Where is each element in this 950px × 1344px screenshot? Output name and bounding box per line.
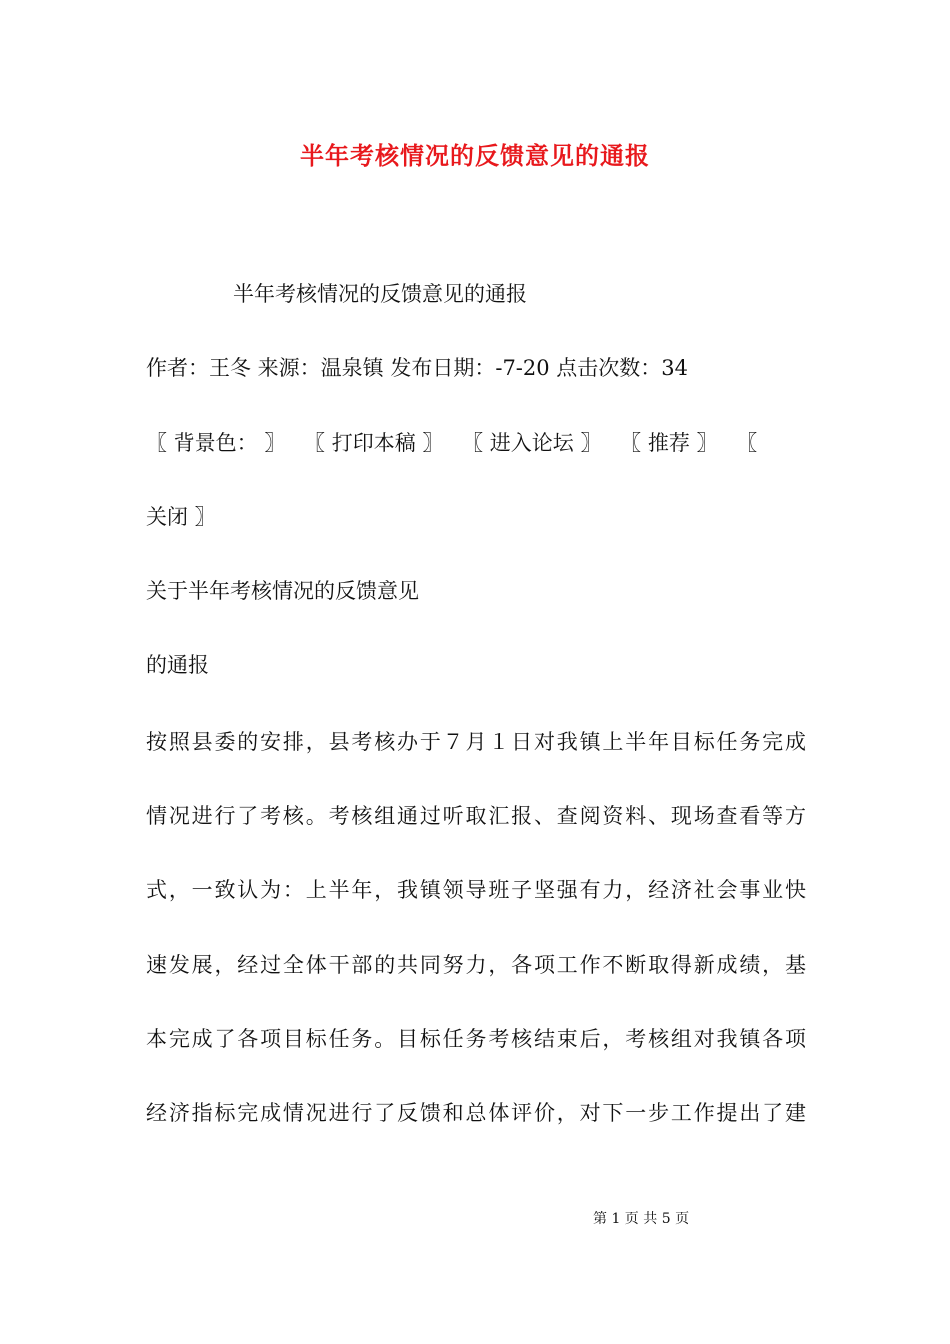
body-line-4: 速发展，经过全体干部的共同努力，各项工作不断取得新成绩，基: [146, 953, 806, 977]
article-subtitle: 半年考核情况的反馈意见的通报: [233, 282, 527, 306]
forum-button[interactable]: 〖 进入论坛 〗: [462, 431, 602, 455]
article-heading-line-2: 的通报: [146, 653, 209, 677]
body-line-1: 按照县委的安排，县考核办于７月１日对我镇上半年目标任务完成: [146, 730, 806, 754]
body-line-2: 情况进行了考核。考核组通过听取汇报、查阅资料、现场查看等方: [146, 804, 806, 828]
body-line-6: 经济指标完成情况进行了反馈和总体评价，对下一步工作提出了建: [146, 1101, 806, 1125]
recommend-button[interactable]: 〖 推荐 〗: [620, 431, 718, 455]
body-line-5: 本完成了各项目标任务。目标任务考核结束后，考核组对我镇各项: [146, 1027, 806, 1051]
close-button[interactable]: 关闭 〗: [146, 505, 216, 529]
article-heading-line-1: 关于半年考核情况的反馈意见: [146, 579, 419, 603]
article-meta: 作者：王冬 来源：温泉镇 发布日期：-7-20 点击次数：34: [146, 356, 689, 380]
background-color-button[interactable]: 〖 背景色： 〗: [146, 431, 286, 455]
page-title: 半年考核情况的反馈意见的通报: [300, 141, 650, 170]
close-button-bracket[interactable]: 〖: [736, 431, 758, 455]
article-toolbar: [146, 428, 806, 458]
body-line-3: 式，一致认为：上半年，我镇领导班子坚强有力，经济社会事业快: [146, 878, 806, 902]
print-button[interactable]: 〖 打印本稿 〗: [304, 431, 444, 455]
page-number: 第 1 页 共 5 页: [593, 1211, 690, 1227]
